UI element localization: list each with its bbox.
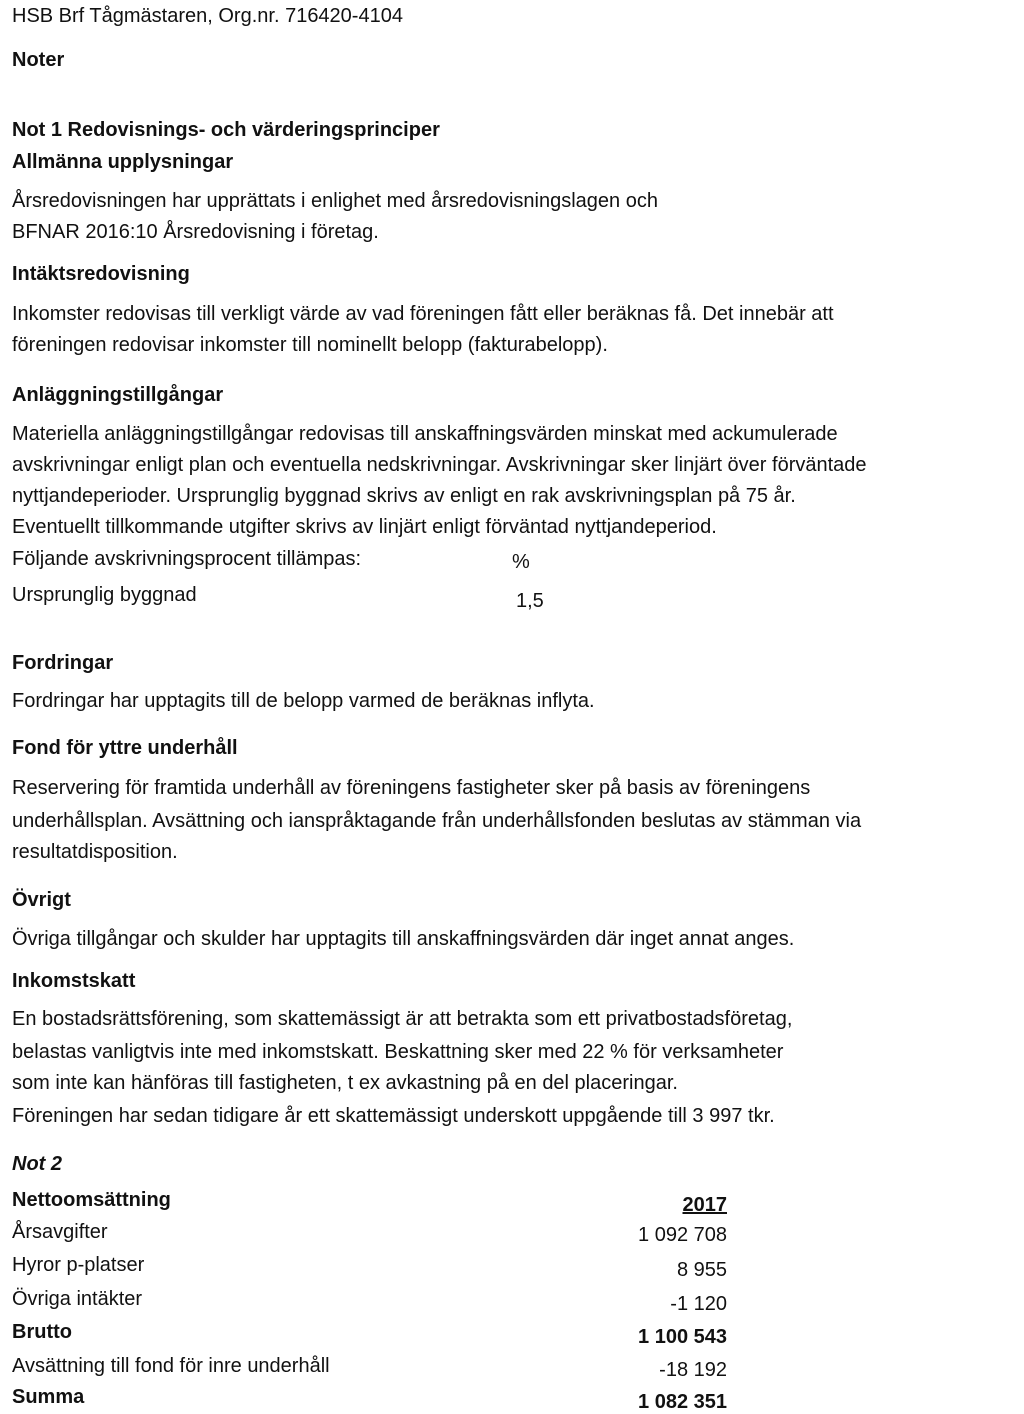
not1-heading: Not 1 Redovisnings- och värderingsprinciper	[12, 119, 440, 141]
fond-line-3: resultatdisposition.	[12, 841, 178, 863]
ovrigt-line-1: Övriga tillgångar och skulder har upptagits till anskaffningsvärden där inget annat anges.	[12, 928, 795, 950]
skatt-line-3: som inte kan hänföras till fastigheten, t ex avkastning på en del placeringar.	[12, 1072, 678, 1094]
depreciation-item-value: 1,5	[516, 590, 544, 612]
table-row-label-summa: Summa	[12, 1386, 85, 1408]
table-row-value-2: 8 955	[676, 1259, 727, 1281]
anlagg-line-1: Materiella anläggningstillgångar redovisas till anskaffningsvärden minskat med ackumulerade	[12, 423, 838, 445]
skatt-line-4: Föreningen har sedan tidigare år ett skattemässigt underskott uppgående till 3 997 tkr.	[12, 1105, 775, 1127]
anlagg-line-4: Eventuellt tillkommande utgifter skrivs av linjärt enligt förväntad nyttjandeperiod.	[12, 516, 717, 538]
skatt-line-2: belastas vanligtvis inte med inkomstskatt. Beskattning sker med 22 % för verksamheter	[12, 1041, 784, 1063]
table-row-value-1: 1 092 708	[638, 1224, 727, 1246]
table-row-label-brutto: Brutto	[12, 1321, 72, 1343]
anlagg-line-2: avskrivningar enligt plan och eventuella nedskrivningar. Avskrivningar sker linjärt över förväntade	[12, 454, 867, 476]
not2-year-header: 2017	[682, 1194, 727, 1216]
intakt-line-1: Inkomster redovisas till verkligt värde av vad föreningen fått eller beräknas få. Det innebär att	[12, 303, 834, 325]
table-row-label-5: Avsättning till fond för inre underhåll	[12, 1355, 330, 1377]
page-title: Noter	[12, 49, 65, 71]
allmanna-line-1: Årsredovisningen har upprättats i enlighet med årsredovisningslagen och	[12, 190, 658, 212]
skatt-line-1: En bostadsrättsförening, som skattemässigt är att betrakta som ett privatbostadsföretag,	[12, 1008, 793, 1030]
intakt-heading: Intäktsredovisning	[12, 263, 190, 285]
skatt-heading: Inkomstskatt	[12, 970, 136, 992]
org-header: HSB Brf Tågmästaren, Org.nr. 716420-4104	[12, 5, 403, 27]
ovrigt-heading: Övrigt	[12, 889, 71, 911]
table-row-value-5: -18 192	[659, 1359, 727, 1381]
rate-label: Följande avskrivningsprocent tillämpas:	[12, 548, 362, 570]
table-row-value-3: -1 120	[670, 1293, 727, 1315]
not2-label: Not 2	[12, 1153, 62, 1175]
anlagg-line-3: nyttjandeperioder. Ursprunglig byggnad skrivs av enligt en rak avskrivningsplan på 75 år.	[12, 485, 796, 507]
fordringar-line-1: Fordringar har upptagits till de belopp varmed de beräknas inflyta.	[12, 690, 595, 712]
intakt-line-2: föreningen redovisar inkomster till nominellt belopp (fakturabelopp).	[12, 334, 608, 356]
table-row-label-1: Årsavgifter	[12, 1221, 108, 1243]
rate-unit: %	[512, 551, 530, 573]
depreciation-item-label: Ursprunglig byggnad	[12, 584, 197, 606]
not2-table-heading: Nettoomsättning	[12, 1189, 171, 1211]
table-row-label-3: Övriga intäkter	[12, 1288, 143, 1310]
fond-heading: Fond för yttre underhåll	[12, 737, 238, 759]
table-row-value-brutto: 1 100 543	[638, 1326, 727, 1348]
allmanna-line-2: BFNAR 2016:10 Årsredovisning i företag.	[12, 221, 379, 243]
fond-line-2: underhållsplan. Avsättning och ianspråktagande från underhållsfonden beslutas av stämman via	[12, 810, 862, 832]
fond-line-1: Reservering för framtida underhåll av föreningens fastigheter sker på basis av föreningens	[12, 777, 811, 799]
anlagg-heading: Anläggningstillgångar	[12, 384, 224, 406]
allmanna-heading: Allmänna upplysningar	[12, 151, 234, 173]
table-row-value-summa: 1 082 351	[638, 1391, 727, 1413]
fordringar-heading: Fordringar	[12, 652, 114, 674]
table-row-label-2: Hyror p-platser	[12, 1254, 145, 1276]
